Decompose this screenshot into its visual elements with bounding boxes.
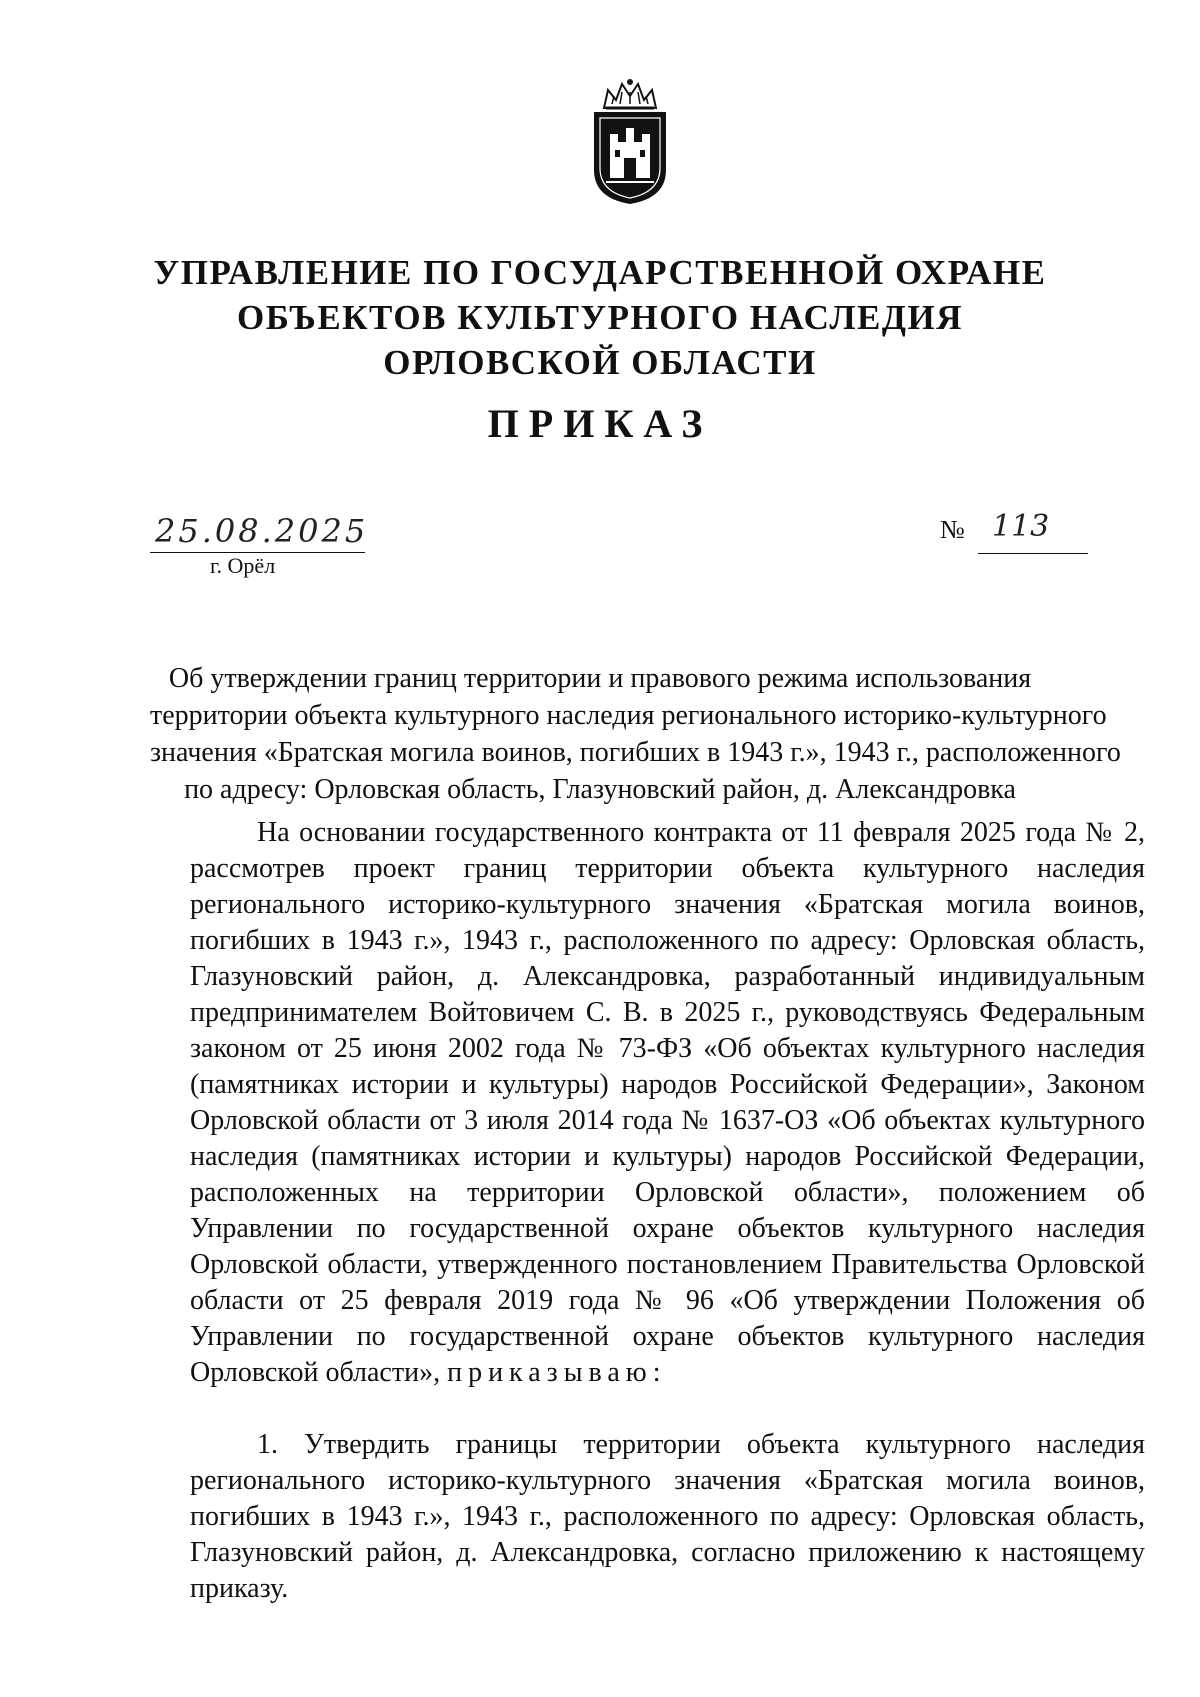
number-underline [978,553,1088,554]
handwritten-date: 25.08.2025 [155,512,369,550]
coat-of-arms-icon [588,78,672,206]
order-word: приказываю: [447,1357,667,1388]
organization-header [100,250,1100,385]
subject-line-2: территории объекта культурного наследия регионального историко-культурного [150,700,1107,731]
number-sign: № [940,515,965,544]
header-line-1: УПРАВЛЕНИЕ ПО ГОСУДАРСТВЕННОЙ ОХРАНЕ [153,253,1047,292]
subject-line-4: по адресу: Орловская область, Глазуновский район, д. Александровка [184,774,1016,805]
clause-1-paragraph: 1. Утвердить границы территории объекта культурного наследия регионального историко-культурного значения «Братская могила воинов, погибших в 1943 г.», 1943 г., расположенного по адресу: Орловская область, Глазуновский район, д. Александровка, согласно приложению к настоящему приказу. [190,1429,1145,1604]
document-title: ПРИКАЗ [487,401,713,446]
header-line-3: ОРЛОВСКОЙ ОБЛАСТИ [383,343,817,382]
subject-line-3: значения «Братская могила воинов, погибших в 1943 г.», 1943 г., расположенного [150,737,1121,768]
preamble-paragraph [190,815,1145,1391]
preamble-text: На основании государственного контракта от 11 февраля 2025 года № 2, рассмотрев проект границ территории объекта культурного наследия регионального историко-культурного значения «Братская могила воинов, погибших в 1943 г.», 1943 г., расположенного по адресу: Орловская область, Глазуновский район, д. Александровка, разработанный индивидуальным предпринимателем Войтовичем С. В. в 2025 г., руководствуясь Федеральным законом от 25 июня 2002 года № 73-ФЗ «Об объектах культурного наследия (памятниках истории и культуры) народов Российской Федерации», Законом Орловской области от 3 июля 2014 года № 1637-ОЗ «Об объектах культурного наследия (памятниках истории и культуры) народов Российской Федерации, расположенных на территории Орловской области», положением об Управлении по государственной охране объектов культурного наследия Орловской области, утвержденного постановлением Правительства Орловской области от 25 февраля 2019 года № 96 «Об утверждении Положения об Управлении по государственной охране объектов культурного наследия Орловской области», [190,817,1145,1388]
order-number-block [940,509,1090,555]
city-label: г. Орёл [210,553,276,578]
document-body [190,815,1145,1607]
document-subject [150,660,1121,808]
handwritten-number: 113 [992,509,1050,544]
subject-line-1: Об утверждении границ территории и правового режима использования [168,663,1032,694]
header-line-2: ОБЪЕКТОВ КУЛЬТУРНОГО НАСЛЕДИЯ [237,298,963,337]
